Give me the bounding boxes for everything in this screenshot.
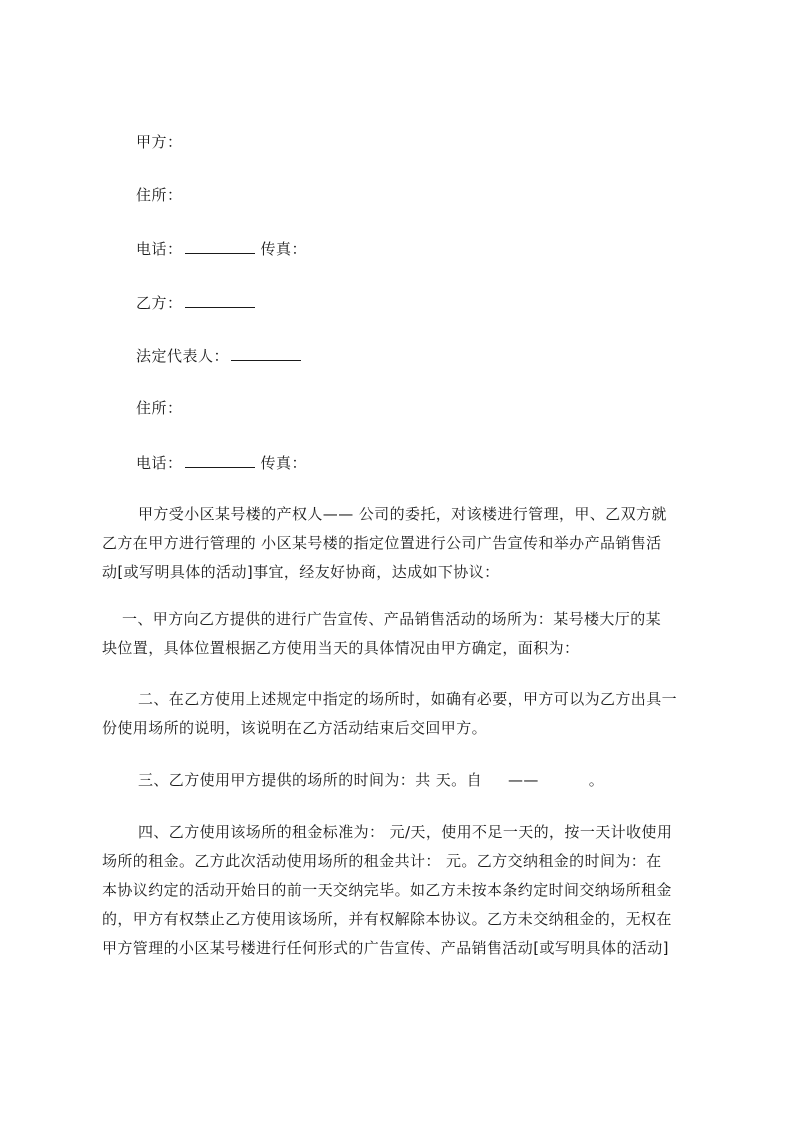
clause-3-paragraph — [102, 766, 702, 795]
clause-4-paragraph — [102, 818, 702, 963]
clause-4-line-5: 甲方管理的小区某号楼进行任何形式的广告宣传、产品销售活动[或写明具体的活动] — [102, 939, 669, 957]
clause-2-paragraph — [102, 685, 702, 743]
clause-1-line-1: 一、甲方向乙方提供的进行广告宣传、产品销售活动的场所为：某号楼大厅的某 — [122, 610, 662, 628]
party-a-phone-label: 电话： — [136, 240, 183, 258]
party-a-fax-label: 传真： — [260, 240, 308, 258]
party-b-name-blank — [185, 292, 255, 308]
preamble-line-1: 甲方受小区某号楼的产权人—— 公司的委托，对该楼进行管理，甲、乙双方就 — [138, 505, 667, 523]
party-a-line — [136, 132, 183, 152]
party-b-line — [136, 292, 261, 313]
preamble-line-3: 动[或写明具体的活动]事宜，经友好协商，达成如下协议： — [102, 563, 500, 581]
clause-1-line-2: 块位置，具体位置根据乙方使用当天的具体情况由甲方确定，面积为： — [102, 639, 580, 657]
party-a-address-label: 住所： — [136, 186, 183, 204]
party-b-address-line — [136, 398, 183, 418]
party-b-fax-label: 传真： — [260, 454, 308, 472]
clause-2-line-1: 二、在乙方使用上述规定中指定的场所时，如确有必要，甲方可以为乙方出具一 — [138, 690, 678, 708]
party-a-label: 甲方： — [136, 133, 183, 151]
party-b-representative-blank — [231, 345, 301, 361]
clause-4-line-4: 的，甲方有权禁止乙方使用该场所，并有权解除本协议。乙方未交纳租金的，无权在 — [102, 910, 672, 928]
preamble-paragraph — [102, 500, 702, 587]
clause-3-line: 三、乙方使用甲方提供的场所的时间为：共 天。自 —— 。 — [138, 771, 605, 789]
party-a-address-line — [136, 185, 183, 205]
party-b-phone-label: 电话： — [136, 454, 183, 472]
party-b-phone-blank — [185, 452, 255, 468]
party-b-representative-label: 法定代表人： — [136, 347, 230, 365]
clause-4-line-2: 场所的租金。乙方此次活动使用场所的租金共计： 元。乙方交纳租金的时间为：在 — [102, 852, 662, 870]
clause-4-line-3: 本协议约定的活动开始日的前一天交纳完毕。如乙方未按本条约定时间交纳场所租金 — [102, 881, 672, 899]
party-b-contact-line — [136, 452, 307, 473]
party-b-address-label: 住所： — [136, 399, 183, 417]
clause-2-line-2: 份使用场所的说明，该说明在乙方活动结束后交回甲方。 — [102, 719, 488, 737]
clause-4-line-1: 四、乙方使用该场所的租金标准为： 元/天，使用不足一天的，按一天计收使用 — [138, 823, 673, 841]
party-b-label: 乙方： — [136, 294, 183, 312]
party-b-representative-line — [136, 345, 307, 366]
clause-1-paragraph — [102, 605, 702, 663]
party-a-phone-blank — [185, 238, 255, 254]
preamble-line-2: 乙方在甲方进行管理的 小区某号楼的指定位置进行公司广告宣传和举办产品销售活 — [102, 534, 662, 552]
party-a-contact-line — [136, 238, 307, 259]
